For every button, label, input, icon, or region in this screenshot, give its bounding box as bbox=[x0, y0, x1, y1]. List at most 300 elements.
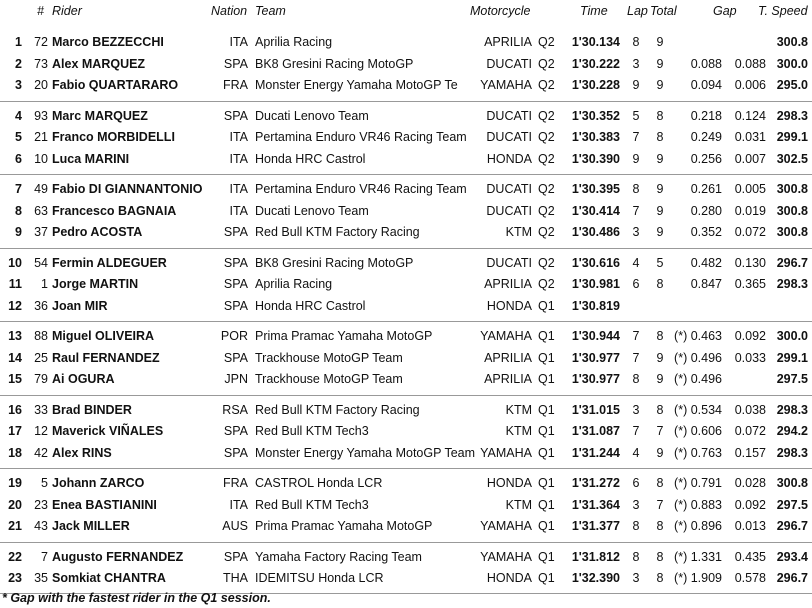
team-name: Ducati Lenovo Team bbox=[255, 108, 369, 123]
table-row bbox=[0, 201, 812, 222]
nation: SPA bbox=[223, 255, 248, 270]
rider-name: Augusto FERNANDEZ bbox=[52, 549, 184, 564]
table-row bbox=[0, 421, 812, 442]
session: Q1 bbox=[538, 350, 555, 365]
position: 19 bbox=[8, 476, 22, 490]
nation: SPA bbox=[223, 549, 248, 564]
best-lap: 9 bbox=[632, 78, 640, 92]
motorcycle: APRILIA bbox=[484, 277, 532, 291]
gap-first: 0.261 bbox=[690, 182, 722, 196]
gap-previous: 0.092 bbox=[734, 329, 766, 343]
best-lap: 9 bbox=[632, 151, 640, 166]
total-laps: 5 bbox=[656, 255, 664, 270]
nation: THA bbox=[223, 571, 248, 585]
motorcycle: DUCATI bbox=[486, 203, 532, 218]
footnote: * Gap with the fastest rider in the Q1 session. bbox=[2, 591, 271, 605]
table-row bbox=[0, 274, 812, 295]
team-name: Pertamina Enduro VR46 Racing Team bbox=[255, 182, 467, 196]
nation: FRA bbox=[223, 78, 248, 92]
lap-time: 1'30.414 bbox=[571, 203, 620, 218]
nation: AUS bbox=[222, 519, 248, 533]
header-total: Total bbox=[650, 4, 677, 18]
bike-number: 49 bbox=[34, 182, 48, 196]
lap-time: 1'30.390 bbox=[571, 151, 620, 166]
rider-name: Jack MILLER bbox=[52, 519, 130, 533]
team-name: Trackhouse MotoGP Team bbox=[255, 350, 403, 365]
total-laps: 9 bbox=[656, 182, 664, 196]
group-separator bbox=[0, 542, 812, 543]
best-lap: 7 bbox=[632, 424, 640, 438]
best-lap: 7 bbox=[632, 130, 640, 144]
position: 10 bbox=[8, 255, 22, 270]
nation: FRA bbox=[223, 476, 248, 490]
bike-number: 37 bbox=[34, 225, 48, 239]
table-row bbox=[0, 127, 812, 148]
team-name: Pertamina Enduro VR46 Racing Team bbox=[255, 130, 467, 144]
table-row bbox=[0, 400, 812, 421]
table-row bbox=[0, 348, 812, 369]
gap-first: (*) 0.496 bbox=[674, 372, 722, 386]
team-name: Red Bull KTM Factory Racing bbox=[255, 402, 420, 417]
session: Q2 bbox=[538, 277, 555, 291]
session: Q1 bbox=[538, 329, 555, 343]
position: 22 bbox=[8, 549, 22, 564]
gap-first: (*) 0.791 bbox=[674, 476, 722, 490]
header-gap: Gap bbox=[713, 4, 737, 18]
motorcycle: DUCATI bbox=[486, 56, 532, 71]
nation: SPA bbox=[223, 225, 248, 239]
table-row bbox=[0, 516, 812, 537]
nation: SPA bbox=[223, 108, 248, 123]
bike-number: 43 bbox=[34, 519, 48, 533]
group-separator bbox=[0, 395, 812, 396]
top-speed: 294.2 bbox=[776, 424, 808, 438]
table-row bbox=[0, 547, 812, 568]
gap-first: 0.256 bbox=[690, 151, 722, 166]
session: Q2 bbox=[538, 203, 555, 218]
bike-number: 36 bbox=[34, 298, 48, 313]
bike-number: 10 bbox=[34, 151, 48, 166]
session: Q1 bbox=[538, 476, 555, 490]
total-laps: 7 bbox=[656, 424, 664, 438]
nation: SPA bbox=[223, 424, 248, 438]
top-speed: 300.0 bbox=[776, 329, 808, 343]
group-separator bbox=[0, 174, 812, 175]
rider-name: Jorge MARTIN bbox=[52, 277, 139, 291]
total-laps: 8 bbox=[656, 549, 664, 564]
gap-first: 0.094 bbox=[690, 78, 722, 92]
gap-previous: 0.072 bbox=[734, 225, 766, 239]
table-row bbox=[0, 369, 812, 390]
motorcycle: HONDA bbox=[486, 298, 532, 313]
top-speed: 297.5 bbox=[776, 497, 808, 512]
table-row bbox=[0, 296, 812, 317]
rider-name: Maverick VIÑALES bbox=[52, 424, 164, 438]
position: 21 bbox=[8, 519, 22, 533]
session: Q1 bbox=[538, 445, 555, 460]
header-time: Time bbox=[580, 4, 608, 18]
bike-number: 73 bbox=[34, 56, 48, 71]
team-name: Aprilia Racing bbox=[255, 277, 333, 291]
position: 2 bbox=[15, 56, 22, 71]
rider-name: Alex RINS bbox=[52, 445, 112, 460]
gap-first: 0.218 bbox=[690, 108, 722, 123]
session: Q1 bbox=[538, 549, 555, 564]
top-speed: 297.5 bbox=[776, 372, 808, 386]
team-name: IDEMITSU Honda LCR bbox=[255, 571, 384, 585]
group-separator bbox=[0, 321, 812, 322]
lap-time: 1'30.977 bbox=[571, 372, 620, 386]
lap-time: 1'30.944 bbox=[571, 329, 620, 343]
gap-previous: 0.006 bbox=[734, 78, 766, 92]
top-speed: 300.0 bbox=[776, 56, 808, 71]
motorcycle: YAMAHA bbox=[480, 519, 532, 533]
nation: SPA bbox=[223, 56, 248, 71]
table-row bbox=[0, 179, 812, 200]
bike-number: 79 bbox=[34, 372, 48, 386]
position: 5 bbox=[15, 130, 22, 144]
lap-time: 1'30.486 bbox=[571, 225, 620, 239]
team-name: Red Bull KTM Tech3 bbox=[255, 497, 369, 512]
session: Q1 bbox=[538, 424, 555, 438]
lap-time: 1'30.352 bbox=[571, 108, 620, 123]
top-speed: 300.8 bbox=[776, 225, 808, 239]
bike-number: 54 bbox=[34, 255, 48, 270]
top-speed: 295.0 bbox=[776, 78, 808, 92]
best-lap: 8 bbox=[632, 182, 640, 196]
position: 3 bbox=[15, 78, 22, 92]
total-laps: 9 bbox=[656, 372, 664, 386]
top-speed: 298.3 bbox=[776, 108, 808, 123]
best-lap: 5 bbox=[632, 108, 640, 123]
gap-first: (*) 0.606 bbox=[674, 424, 722, 438]
gap-first: (*) 1.909 bbox=[674, 571, 722, 585]
top-speed: 296.7 bbox=[776, 519, 808, 533]
bike-number: 12 bbox=[34, 424, 48, 438]
lap-time: 1'30.134 bbox=[571, 35, 620, 49]
motorcycle: YAMAHA bbox=[480, 329, 532, 343]
session: Q2 bbox=[538, 225, 555, 239]
team-name: Trackhouse MotoGP Team bbox=[255, 372, 403, 386]
gap-previous: 0.157 bbox=[734, 445, 766, 460]
best-lap: 3 bbox=[632, 56, 640, 71]
bike-number: 88 bbox=[34, 329, 48, 343]
team-name: BK8 Gresini Racing MotoGP bbox=[255, 255, 414, 270]
best-lap: 7 bbox=[632, 203, 640, 218]
motorcycle: KTM bbox=[505, 402, 532, 417]
rider-name: Enea BASTIANINI bbox=[52, 497, 157, 512]
gap-first: (*) 0.763 bbox=[674, 445, 722, 460]
motorcycle: YAMAHA bbox=[480, 445, 532, 460]
session: Q1 bbox=[538, 571, 555, 585]
bike-number: 42 bbox=[34, 445, 48, 460]
team-name: Prima Pramac Yamaha MotoGP bbox=[255, 519, 433, 533]
gap-first: 0.249 bbox=[690, 130, 722, 144]
table-header bbox=[0, 0, 812, 24]
gap-previous: 0.028 bbox=[734, 476, 766, 490]
motorcycle: HONDA bbox=[486, 571, 532, 585]
top-speed: 300.8 bbox=[776, 476, 808, 490]
total-laps: 9 bbox=[656, 225, 664, 239]
bike-number: 93 bbox=[34, 108, 48, 123]
gap-previous: 0.435 bbox=[734, 549, 766, 564]
lap-time: 1'30.981 bbox=[571, 277, 620, 291]
team-name: Red Bull KTM Factory Racing bbox=[255, 225, 420, 239]
lap-time: 1'30.977 bbox=[571, 350, 620, 365]
group-separator bbox=[0, 248, 812, 249]
total-laps: 9 bbox=[656, 350, 664, 365]
session: Q1 bbox=[538, 402, 555, 417]
top-speed: 296.7 bbox=[776, 255, 808, 270]
motorcycle: APRILIA bbox=[484, 35, 532, 49]
gap-previous: 0.088 bbox=[734, 56, 766, 71]
team-name: BK8 Gresini Racing MotoGP bbox=[255, 56, 414, 71]
session: Q2 bbox=[538, 35, 555, 49]
gap-first: 0.088 bbox=[690, 56, 722, 71]
lap-time: 1'30.819 bbox=[571, 298, 620, 313]
top-speed: 302.5 bbox=[776, 151, 808, 166]
motorcycle: KTM bbox=[505, 225, 532, 239]
bike-number: 72 bbox=[34, 35, 48, 49]
nation: RSA bbox=[222, 402, 248, 417]
position: 23 bbox=[8, 571, 22, 585]
motorcycle: HONDA bbox=[486, 476, 532, 490]
bike-number: 33 bbox=[34, 402, 48, 417]
team-name: Red Bull KTM Tech3 bbox=[255, 424, 369, 438]
rider-name: Joan MIR bbox=[52, 298, 108, 313]
lap-time: 1'30.222 bbox=[571, 56, 620, 71]
lap-time: 1'30.228 bbox=[571, 78, 620, 92]
lap-time: 1'31.087 bbox=[571, 424, 620, 438]
motorcycle: YAMAHA bbox=[480, 78, 532, 92]
nation: ITA bbox=[229, 35, 248, 49]
session: Q2 bbox=[538, 56, 555, 71]
total-laps: 8 bbox=[656, 402, 664, 417]
lap-time: 1'30.395 bbox=[571, 182, 620, 196]
gap-previous: 0.092 bbox=[734, 497, 766, 512]
table-row bbox=[0, 253, 812, 274]
best-lap: 8 bbox=[632, 35, 640, 49]
position: 15 bbox=[8, 372, 22, 386]
total-laps: 8 bbox=[656, 108, 664, 123]
top-speed: 293.4 bbox=[776, 549, 808, 564]
motorcycle: KTM bbox=[505, 424, 532, 438]
total-laps: 9 bbox=[656, 151, 664, 166]
top-speed: 299.1 bbox=[776, 350, 808, 365]
total-laps: 8 bbox=[656, 519, 664, 533]
session: Q2 bbox=[538, 108, 555, 123]
team-name: Monster Energy Yamaha MotoGP Team bbox=[255, 445, 476, 460]
position: 8 bbox=[15, 203, 22, 218]
bike-number: 25 bbox=[34, 350, 48, 365]
motorcycle: KTM bbox=[505, 497, 532, 512]
gap-previous: 0.031 bbox=[734, 130, 766, 144]
nation: ITA bbox=[229, 203, 248, 218]
group-separator bbox=[0, 468, 812, 469]
total-laps: 8 bbox=[656, 130, 664, 144]
bike-number: 5 bbox=[41, 476, 48, 490]
table-row bbox=[0, 222, 812, 243]
session: Q2 bbox=[538, 182, 555, 196]
best-lap: 3 bbox=[632, 225, 640, 239]
team-name: CASTROL Honda LCR bbox=[255, 476, 383, 490]
gap-first: (*) 0.496 bbox=[674, 350, 722, 365]
lap-time: 1'32.390 bbox=[571, 571, 620, 585]
total-laps: 8 bbox=[656, 476, 664, 490]
team-name: Monster Energy Yamaha MotoGP Te bbox=[255, 78, 458, 92]
total-laps: 7 bbox=[656, 497, 664, 512]
gap-previous: 0.130 bbox=[734, 255, 766, 270]
rider-name: Marc MARQUEZ bbox=[52, 108, 148, 123]
gap-first: 0.352 bbox=[690, 225, 722, 239]
gap-first: (*) 0.883 bbox=[674, 497, 722, 512]
session: Q1 bbox=[538, 497, 555, 512]
position: 16 bbox=[8, 402, 22, 417]
top-speed: 298.3 bbox=[776, 402, 808, 417]
gap-previous: 0.033 bbox=[734, 350, 766, 365]
best-lap: 4 bbox=[632, 445, 640, 460]
session: Q2 bbox=[538, 151, 555, 166]
gap-previous: 0.365 bbox=[734, 277, 766, 291]
position: 12 bbox=[8, 298, 22, 313]
header-nation: Nation bbox=[211, 4, 248, 18]
position: 1 bbox=[15, 35, 22, 49]
gap-first: (*) 1.331 bbox=[674, 549, 722, 564]
header-motorcycle: Motorcycle bbox=[470, 4, 531, 18]
bike-number: 35 bbox=[34, 571, 48, 585]
bike-number: 1 bbox=[41, 277, 48, 291]
table-row bbox=[0, 54, 812, 75]
rider-name: Pedro ACOSTA bbox=[52, 225, 143, 239]
nation: JPN bbox=[224, 372, 248, 386]
position: 14 bbox=[8, 350, 22, 365]
position: 18 bbox=[8, 445, 22, 460]
gap-previous: 0.578 bbox=[734, 571, 766, 585]
total-laps: 8 bbox=[656, 571, 664, 585]
nation: ITA bbox=[229, 151, 248, 166]
best-lap: 8 bbox=[632, 372, 640, 386]
rider-name: Raul FERNANDEZ bbox=[52, 350, 160, 365]
total-laps: 8 bbox=[656, 329, 664, 343]
top-speed: 300.8 bbox=[776, 203, 808, 218]
table-row bbox=[0, 149, 812, 170]
session: Q1 bbox=[538, 519, 555, 533]
motorcycle: DUCATI bbox=[486, 130, 532, 144]
lap-time: 1'31.364 bbox=[571, 497, 620, 512]
gap-first: (*) 0.463 bbox=[674, 329, 722, 343]
lap-time: 1'30.616 bbox=[571, 255, 620, 270]
session: Q2 bbox=[538, 130, 555, 144]
gap-first: 0.280 bbox=[690, 203, 722, 218]
best-lap: 4 bbox=[632, 255, 640, 270]
table-row bbox=[0, 106, 812, 127]
top-speed: 298.3 bbox=[776, 445, 808, 460]
motorcycle: DUCATI bbox=[486, 182, 532, 196]
motorcycle: APRILIA bbox=[484, 350, 532, 365]
rider-name: Somkiat CHANTRA bbox=[52, 571, 166, 585]
rider-name: Fermin ALDEGUER bbox=[52, 255, 167, 270]
top-speed: 300.8 bbox=[776, 182, 808, 196]
table-row bbox=[0, 473, 812, 494]
header-num: # bbox=[37, 4, 44, 18]
header-rider: Rider bbox=[52, 4, 82, 18]
nation: SPA bbox=[223, 298, 248, 313]
session: Q1 bbox=[538, 372, 555, 386]
best-lap: 8 bbox=[632, 519, 640, 533]
gap-previous: 0.007 bbox=[734, 151, 766, 166]
nation: POR bbox=[220, 329, 248, 343]
gap-previous: 0.038 bbox=[734, 402, 766, 417]
position: 7 bbox=[15, 182, 22, 196]
gap-first: (*) 0.534 bbox=[674, 402, 722, 417]
motorcycle: DUCATI bbox=[486, 255, 532, 270]
lap-time: 1'31.244 bbox=[571, 445, 620, 460]
group-separator bbox=[0, 101, 812, 102]
rider-name: Fabio QUARTARARO bbox=[52, 78, 179, 92]
nation: ITA bbox=[229, 182, 248, 196]
table-row bbox=[0, 326, 812, 347]
table-row bbox=[0, 75, 812, 96]
gap-previous: 0.005 bbox=[734, 182, 766, 196]
motorcycle: DUCATI bbox=[486, 108, 532, 123]
nation: SPA bbox=[223, 350, 248, 365]
motorcycle: APRILIA bbox=[484, 372, 532, 386]
best-lap: 3 bbox=[632, 402, 640, 417]
total-laps: 9 bbox=[656, 203, 664, 218]
lap-time: 1'31.377 bbox=[571, 519, 620, 533]
best-lap: 3 bbox=[632, 497, 640, 512]
session: Q2 bbox=[538, 255, 555, 270]
motorcycle: YAMAHA bbox=[480, 549, 532, 564]
position: 13 bbox=[8, 329, 22, 343]
table-row bbox=[0, 495, 812, 516]
best-lap: 3 bbox=[632, 571, 640, 585]
total-laps: 9 bbox=[656, 56, 664, 71]
team-name: Honda HRC Castrol bbox=[255, 151, 366, 166]
nation: ITA bbox=[229, 497, 248, 512]
best-lap: 8 bbox=[632, 549, 640, 564]
top-speed: 300.8 bbox=[776, 35, 808, 49]
rider-name: Alex MARQUEZ bbox=[52, 56, 146, 71]
team-name: Honda HRC Castrol bbox=[255, 298, 366, 313]
total-laps: 9 bbox=[656, 445, 664, 460]
lap-time: 1'31.015 bbox=[571, 402, 620, 417]
rider-name: Luca MARINI bbox=[52, 151, 130, 166]
table-row bbox=[0, 568, 812, 589]
position: 6 bbox=[15, 151, 22, 166]
bike-number: 21 bbox=[34, 130, 48, 144]
table-row bbox=[0, 443, 812, 464]
position: 20 bbox=[8, 497, 22, 512]
best-lap: 6 bbox=[632, 476, 640, 490]
best-lap: 7 bbox=[632, 329, 640, 343]
rider-name: Ai OGURA bbox=[52, 372, 115, 386]
gap-first: (*) 0.896 bbox=[674, 519, 722, 533]
top-speed: 299.1 bbox=[776, 130, 808, 144]
rider-name: Miguel OLIVEIRA bbox=[52, 329, 155, 343]
total-laps: 9 bbox=[656, 78, 664, 92]
gap-first: 0.482 bbox=[690, 255, 722, 270]
top-speed: 298.3 bbox=[776, 277, 808, 291]
bike-number: 20 bbox=[34, 78, 48, 92]
motorcycle: HONDA bbox=[486, 151, 532, 166]
total-laps: 8 bbox=[656, 277, 664, 291]
nation: SPA bbox=[223, 445, 248, 460]
header-team: Team bbox=[255, 4, 286, 18]
session: Q2 bbox=[538, 78, 555, 92]
gap-previous: 0.013 bbox=[734, 519, 766, 533]
nation: ITA bbox=[229, 130, 248, 144]
